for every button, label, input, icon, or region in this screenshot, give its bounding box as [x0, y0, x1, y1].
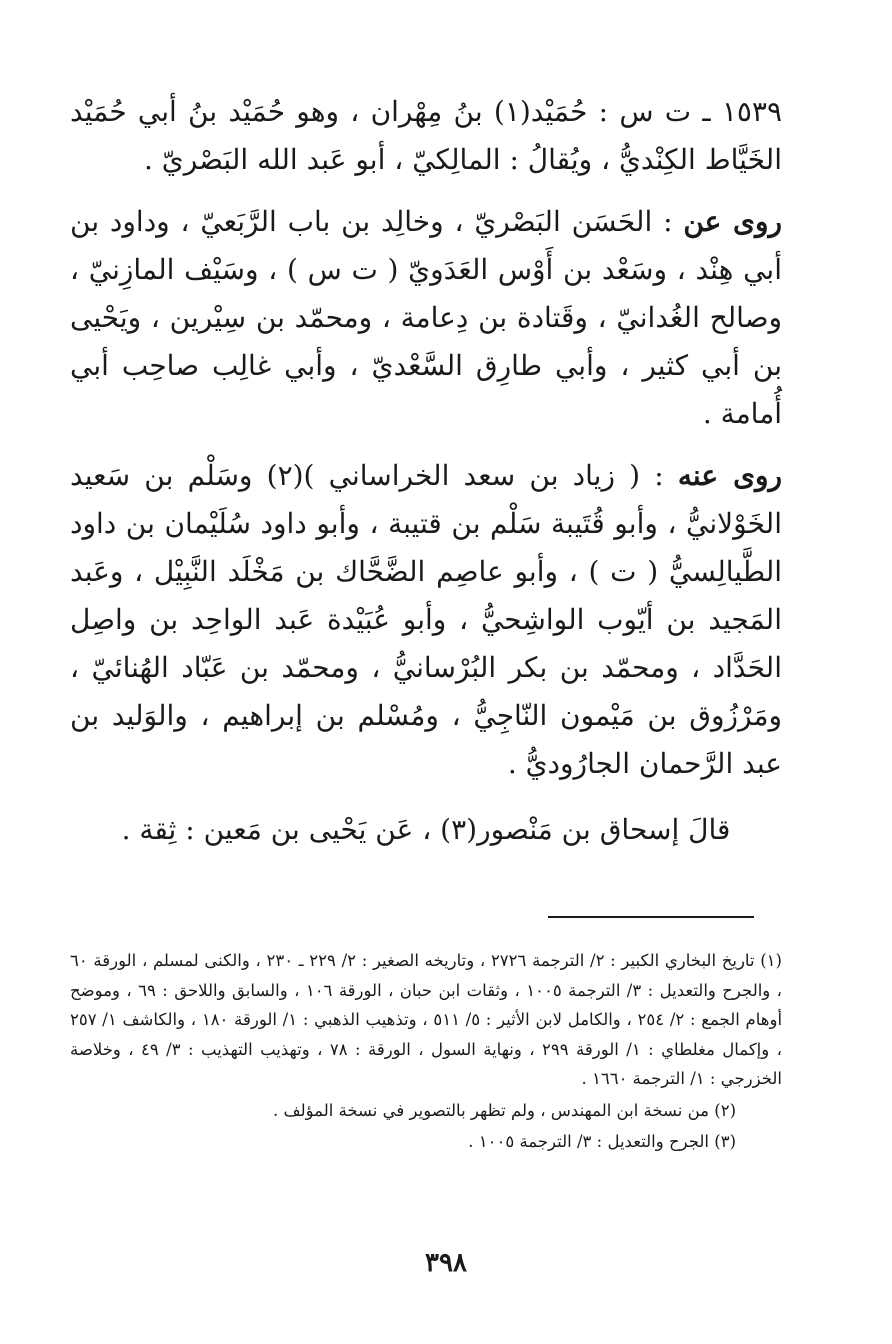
entry-heading [70, 88, 782, 184]
narrated-from-label: روى عن [683, 205, 782, 238]
footnotes [70, 946, 782, 1157]
footnote-1: (١) تاريخ البخاري الكبير : ٢/ الترجمة ٢٧٢٦ ، وتاريخه الصغير : ٢/ ٢٢٩ ـ ٢٣٠ ، والكنى لمسلم ، الورقة ٦٠ ، والجرح والتعديل : ٣/ الترجمة ١٠٠٥ ، وثقات ابن حبان ، الورقة ١٠٦ ، والسابق واللاحق : ٦٩ ، وموضح أوهام الجمع : ٢/ ٢٥٤ ، والكامل لابن الأثير : ٥/ ٥١١ ، وتذهيب الذهبي : ١/ الورقة ١٨٠ ، والكاشف ١/ ٢٥٧ ، وإكمال مغلطاي : ١/ الورقة ٢٩٩ ، ونهاية السول ، الورقة : ٧٨ ، وتهذيب التهذيب : ٣/ ٤٩ ، وخلاصة الخزرجي : ١/ الترجمة ١٦٦٠ . [70, 951, 783, 1088]
entry-heading-text: ١٥٣٩ ـ ت س : حُمَيْد(١) بنُ مِهْران ، وهو حُمَيْد بنُ أبي حُمَيْد الخَيَّاط الكِنْديُّ ، ويُقالُ : المالِكيّ ، أبو عَبد الله البَصْريّ . [70, 95, 782, 176]
footnote-separator [548, 916, 754, 918]
assessment-paragraph [70, 806, 782, 854]
narrated-from-paragraph [70, 198, 782, 438]
page-number: ٣٩٨ [425, 1248, 467, 1278]
narrated-by-text: : ( زياد بن سعد الخراساني )(٢) وسَلْم بن سَعيد الخَوْلانيُّ ، وأبو قُتَيبة سَلْم بن قتيبة ، وأبو داود سُلَيْمان بن داود الطَّيالِسيُّ ( ت ) ، وأبو عاصِم الضَّحَّاك بن مَخْلَد النَّبِيْل ، وعَبد المَجيد بن أيّوب الواشِحيُّ ، وأبو عُبَيْدة عَبد الواحِد بن واصِل الحَدَّاد ، ومحمّد بن بكر البُرْسانيُّ ، ومحمّد بن عَبّاد الهُنائيّ ، ومَرْزُوق بن مَيْمون النّاجِيُّ ، ومُسْلم بن إبراهيم ، والوَليد بن عبد الرَّحمان الجارُوديُّ . [70, 459, 782, 780]
main-text [70, 88, 782, 854]
footnote-2: (٢) من نسخة ابن المهندس ، ولم تظهر بالتصوير في نسخة المؤلف . [273, 1100, 736, 1120]
narrated-from-text: : الحَسَن البَصْريّ ، وخالِد بن باب الرَّبَعيّ ، وداود بن أبي هِنْد ، وسَعْد بن أَوْس العَدَويّ ( ت س ) ، وسَيْف المازِنيّ ، وصالح الغُدانيّ ، وقَتادة بن دِعامة ، ومحمّد بن سِيْرين ، ويَحْيى بن أبي كثير ، وأبي طارِق السَّعْديّ ، وأبي غالِب صاحِب أبي أُمامة . [70, 205, 783, 430]
narrated-by-label: روى عنه [677, 459, 783, 492]
assessment-text: قالَ إسحاق بن مَنْصور(٣) ، عَن يَحْيى بن مَعين : ثِقة . [121, 813, 731, 846]
footnote-3: (٣) الجرح والتعديل : ٣/ الترجمة ١٠٠٥ . [468, 1132, 736, 1151]
narrated-by-paragraph [70, 452, 782, 788]
